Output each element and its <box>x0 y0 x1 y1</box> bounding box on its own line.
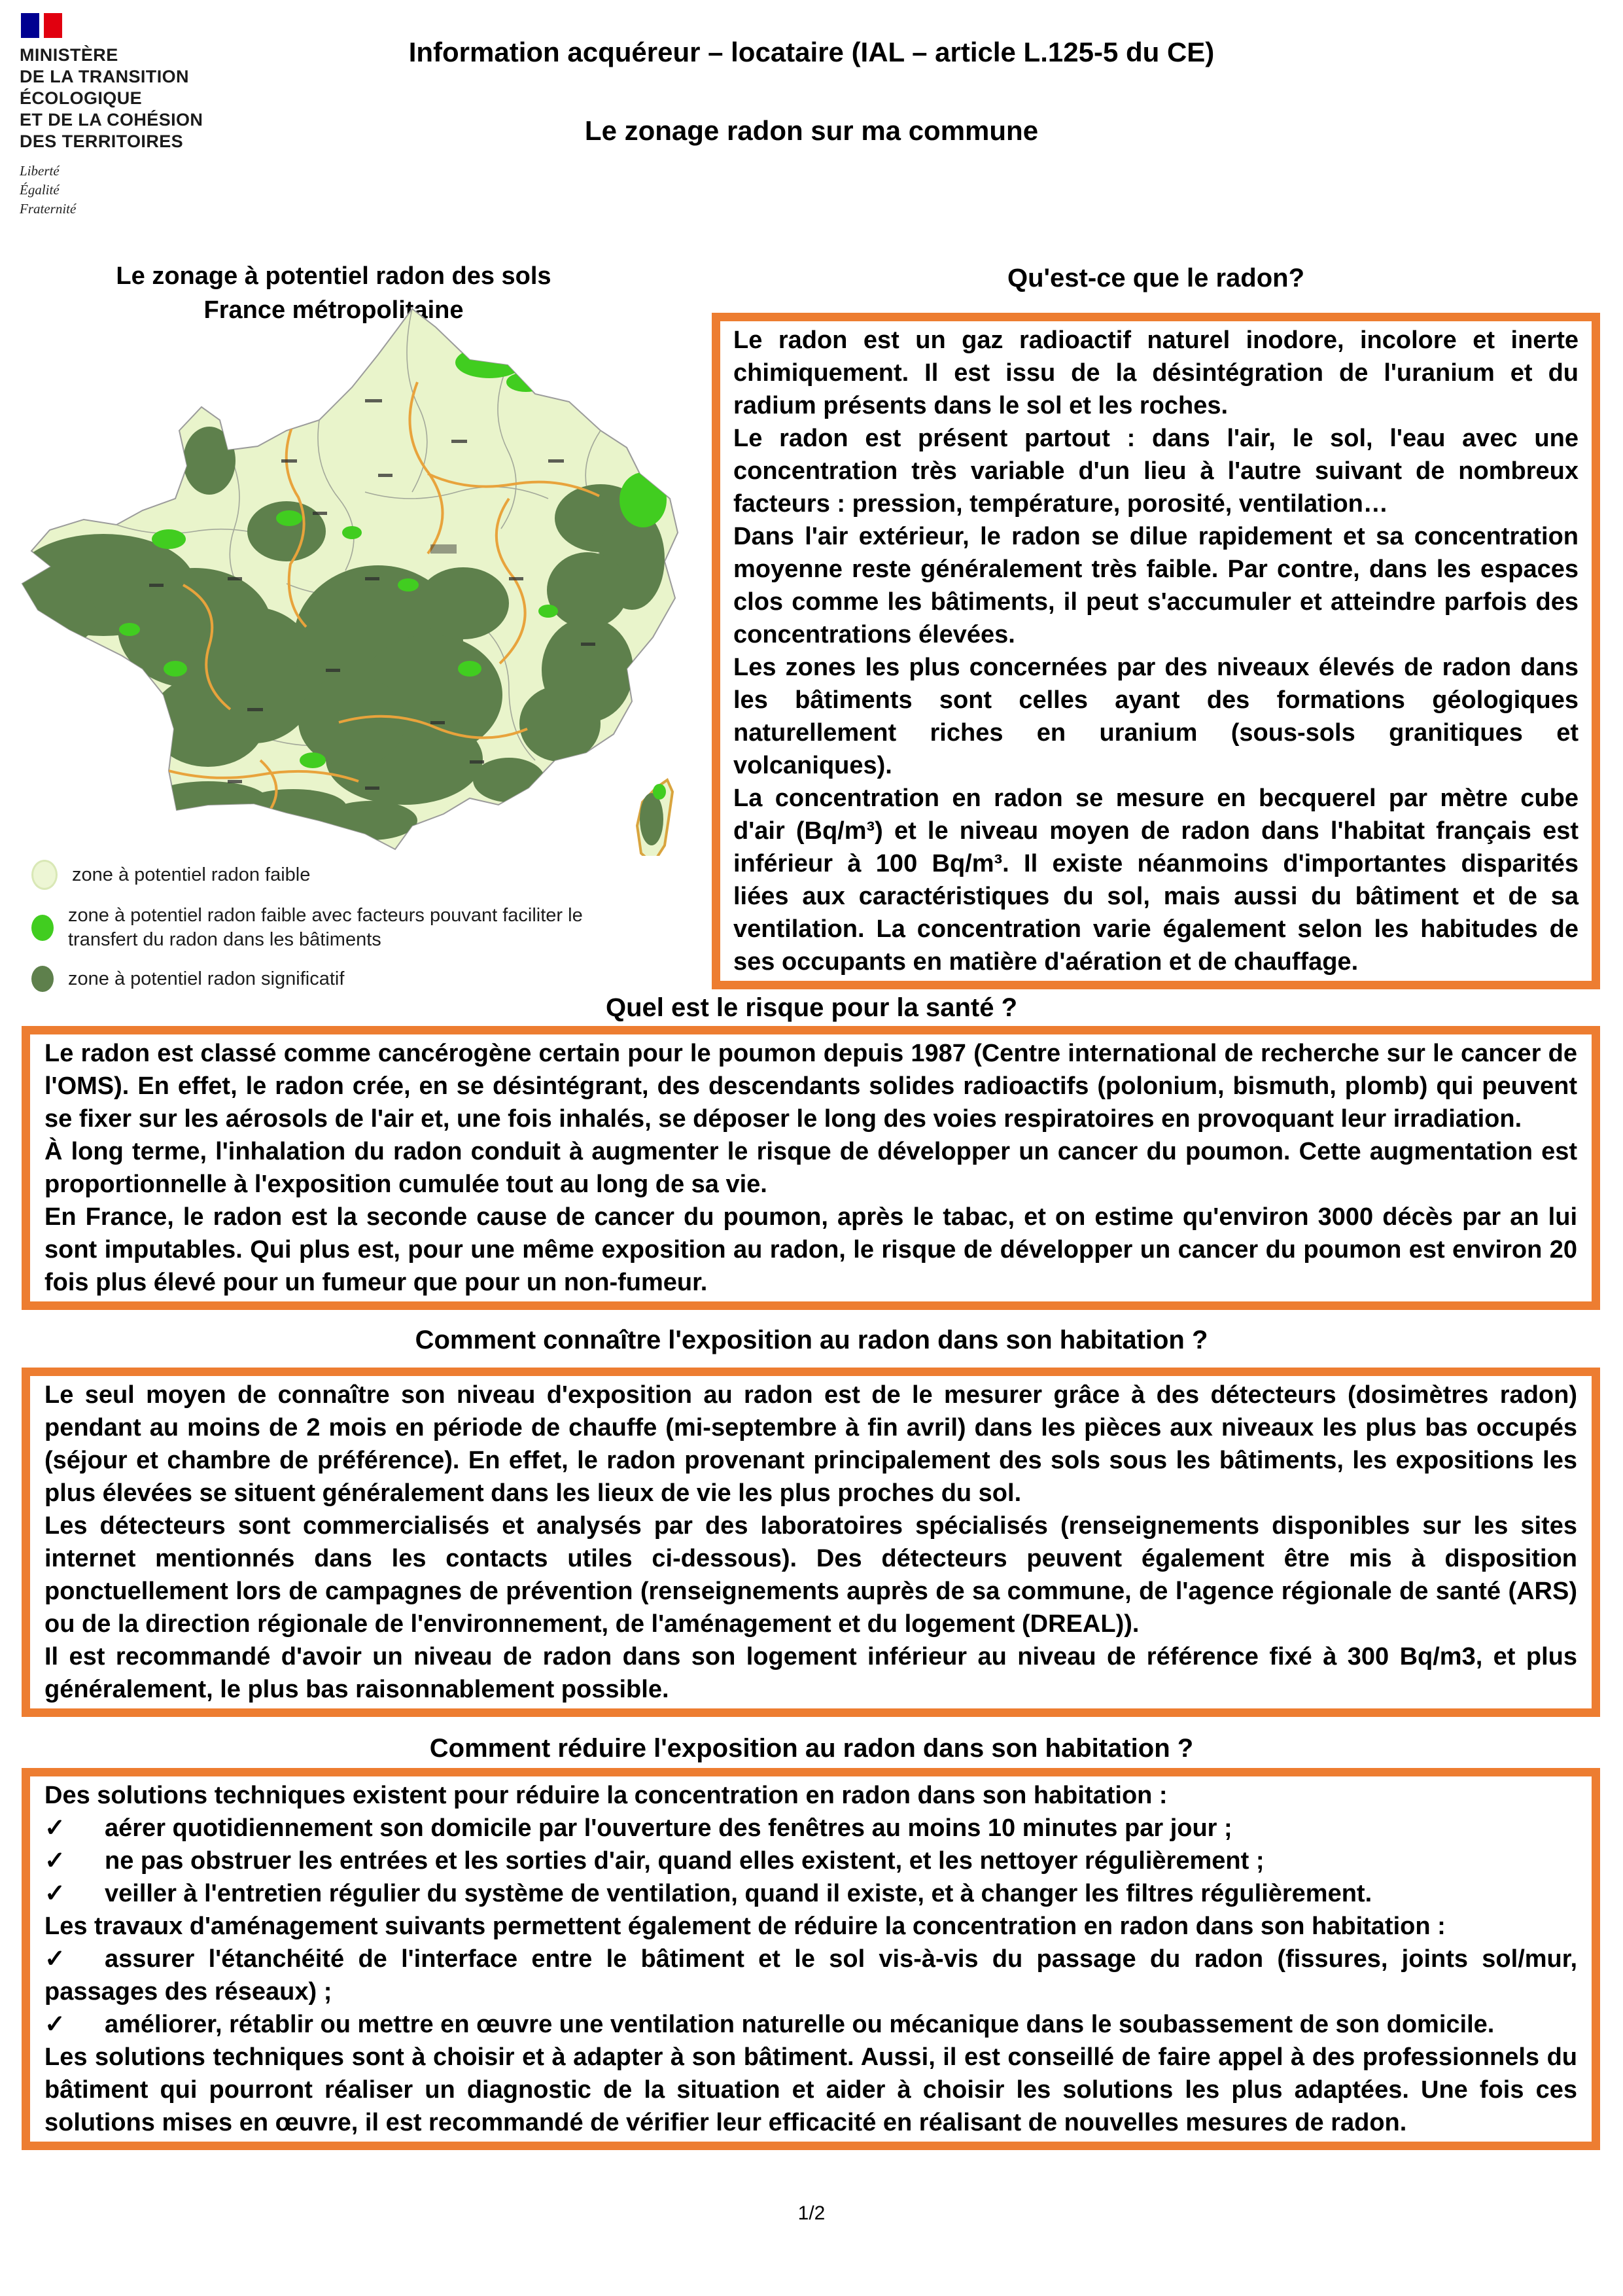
ministry-line: DE LA TRANSITION <box>20 67 189 86</box>
flag-blue-block <box>21 13 39 38</box>
checklist-item <box>44 2008 1577 2041</box>
french-flag-icon <box>21 13 242 38</box>
republic-motto <box>20 162 242 219</box>
legend-label: zone à potentiel radon significatif <box>68 968 345 989</box>
section-heading-risk: Quel est le risque pour la santé ? <box>605 993 1018 1022</box>
checklist-item <box>44 1943 1577 2008</box>
section-heading-reduce: Comment réduire l'exposition au radon dans son habitation ? <box>429 1734 1194 1763</box>
check-icon: ✓ <box>44 1814 65 1842</box>
paragraph: Le radon est un gaz radioactif naturel inodore, incolore et inerte chimiquement. Il est issu de la désintégration de l'uranium et du radium présents dans le sol et les roches. <box>733 327 1579 419</box>
checklist-text: améliorer, rétablir ou mettre en œuvre une ventilation naturelle ou mécanique dans le soubassement de son domicile. <box>105 2011 1495 2038</box>
paragraph: Les détecteurs sont commercialisés et analysés par des laboratoires spécialisés (renseignements disponibles sur les sites internet mentionnés dans les contacts utiles ci-dessous). Des détecteurs peuvent également être mis à disposition ponctuellement lors de campagnes de prévention (renseignements auprès de sa commune, de l'agence régionale de santé (ARS) ou de la direction régionale de l'environnement, de l'aménagement et du logement (DREAL)). <box>44 1512 1577 1638</box>
france-radon-map <box>12 302 707 856</box>
box-reduce <box>22 1768 1600 2150</box>
paragraph: Le radon est présent partout : dans l'air, le sol, l'eau avec une concentration très variable d'un lieu à l'autre suivant de nombreux facteurs : pression, température, porosité, ventilation… <box>733 425 1579 518</box>
paragraph: Il est recommandé d'avoir un niveau de radon dans son logement inférieur au niveau de référence fixé à 300 Bq/m3, et plus généralement, le plus bas raisonnablement possible. <box>44 1643 1577 1703</box>
corsica <box>637 780 672 856</box>
check-icon: ✓ <box>44 1945 65 1973</box>
ministry-line: DES TERRITOIRES <box>20 132 184 151</box>
legend-swatch-significatif <box>31 966 54 992</box>
france-map-graphic <box>12 302 707 856</box>
paragraph: Les zones les plus concernées par des niveaux élevés de radon dans les bâtiments sont celles ayant des formations géologiques naturellement riches en uranium (sous-sols granitiques et volcaniques). <box>733 654 1579 779</box>
check-icon: ✓ <box>44 1847 65 1875</box>
paragraph: En France, le radon est la seconde cause de cancer du poumon, après le tabac, et on estime qu'environ 3000 décès par an lui sont imputables. Qui plus est, pour une même exposition au radon, le risque de développer un cancer du poumon est environ 20 fois plus élevé pour un fumeur que pour un non-fumeur. <box>44 1203 1577 1296</box>
checklist-item <box>44 1845 1577 1877</box>
page-number: 1/2 <box>797 2202 826 2224</box>
checklist-text: assurer l'étanchéité de l'interface entre le bâtiment et le sol vis-à-vis du passage du radon (fissures, joints sol/mur, passages des réseaux) ; <box>44 1945 1577 2005</box>
paragraph: Les travaux d'aménagement suivants permettent également de réduire la concentration en radon dans son habitation : <box>44 1913 1446 1940</box>
check-icon: ✓ <box>44 1880 65 1907</box>
page-subtitle: Le zonage radon sur ma commune <box>584 115 1039 146</box>
box-risk <box>22 1026 1600 1310</box>
box-what <box>712 313 1600 989</box>
paragraph: La concentration en radon se mesure en becquerel par mètre cube d'air (Bq/m³) et le niveau moyen de radon dans l'habitat français est inférieur à 100 Bq/m³. Il existe néanmoins d'importantes disparités liées aux caractéristiques du sol, mais aussi du bâtiment et de sa ventilation. La concentration varie également selon les habitudes de ses occupants en matière d'aération et de chauffage. <box>733 785 1579 976</box>
ministry-line: MINISTÈRE <box>20 45 118 65</box>
map-title-line2: France métropolitaine <box>203 296 464 324</box>
checklist-item <box>44 1812 1577 1845</box>
flag-red-block <box>44 13 62 38</box>
check-icon: ✓ <box>44 2011 65 2038</box>
legend-item-faible <box>31 860 672 890</box>
ministry-line: ÉCOLOGIQUE <box>20 88 143 108</box>
paragraph: Les solutions techniques sont à choisir et à adapter à son bâtiment. Aussi, il est conseillé de faire appel à des professionnels du bâtiment qui pourront réaliser un diagnostic de la situation et aider à choisir les solutions les plus adaptées. Une fois ces solutions mises en œuvre, il est recommandé de vérifier leur efficacité en réalisant de nouvelles mesures de radon. <box>44 2043 1577 2136</box>
paragraph: À long terme, l'inhalation du radon conduit à augmenter le risque de développer un cancer du poumon. Cette augmentation est proportionnelle à l'exposition cumulée tout au long de sa vie. <box>44 1138 1577 1198</box>
paragraph: Le seul moyen de connaître son niveau d'exposition au radon est de le mesurer grâce à des détecteurs (dosimètres radon) pendant au moins de 2 mois en période de chauffe (mi-septembre à fin avril) dans les pièces aux niveaux les plus bas occupés (séjour et chambre de préférence). En effet, le radon provenant principalement des sols sous les bâtiments, les expositions les plus élevées se situent généralement dans les lieux de vie les plus proches du sol. <box>44 1381 1577 1507</box>
motto-line: Liberté <box>20 163 60 179</box>
paragraph: Le radon est classé comme cancérogène certain pour le poumon depuis 1987 (Centre international de recherche sur le cancer de l'OMS). En effet, le radon crée, en se désintégrant, des descendants solides radioactifs (polonium, bismuth, plomb) qui peuvent se fixer sur les aérosols de l'air et, une fois inhalés, se déposer le long des voies respiratoires en provoquant leur irradiation. <box>44 1040 1577 1133</box>
page-title: Information acquéreur – locataire (IAL – article L.125-5 du CE) <box>408 37 1215 67</box>
legend-swatch-faible <box>31 860 58 890</box>
map-title-line1: Le zonage à potentiel radon des sols <box>116 262 551 290</box>
section-heading-what: Qu'est-ce que le radon? <box>1007 264 1305 292</box>
checklist-text: veiller à l'entretien régulier du système de ventilation, quand il existe, et à changer les filtres régulièrement. <box>105 1880 1372 1907</box>
legend-item-significatif <box>31 966 672 992</box>
legend-item-faible-facteurs <box>31 904 620 952</box>
motto-line: Égalité <box>20 182 60 198</box>
map-legend <box>31 860 672 1006</box>
checklist-text: ne pas obstruer les entrées et les sorties d'air, quand elles existent, et les nettoyer régulièrement ; <box>105 1847 1265 1875</box>
paragraph: Dans l'air extérieur, le radon se dilue rapidement et sa concentration moyenne reste généralement très faible. Par contre, dans les espaces clos comme les bâtiments, il peut s'accumuler et atteindre parfois des concentrations élevées. <box>733 523 1579 648</box>
legend-label: zone à potentiel radon faible <box>72 864 311 885</box>
legend-label: zone à potentiel radon faible avec facteurs pouvant faciliter le transfert du radon dans les bâtiments <box>68 905 583 950</box>
checklist-item <box>44 1877 1577 1910</box>
checklist-text: aérer quotidiennement son domicile par l'ouverture des fenêtres au moins 10 minutes par jour ; <box>105 1814 1232 1842</box>
paragraph: Des solutions techniques existent pour réduire la concentration en radon dans son habitation : <box>44 1782 1168 1809</box>
motto-line: Fraternité <box>20 201 77 217</box>
ministry-line: ET DE LA COHÉSION <box>20 110 203 130</box>
section-heading-measure: Comment connaître l'exposition au radon dans son habitation ? <box>415 1326 1208 1354</box>
legend-swatch-faible-facteurs <box>31 915 54 941</box>
box-measure <box>22 1368 1600 1717</box>
